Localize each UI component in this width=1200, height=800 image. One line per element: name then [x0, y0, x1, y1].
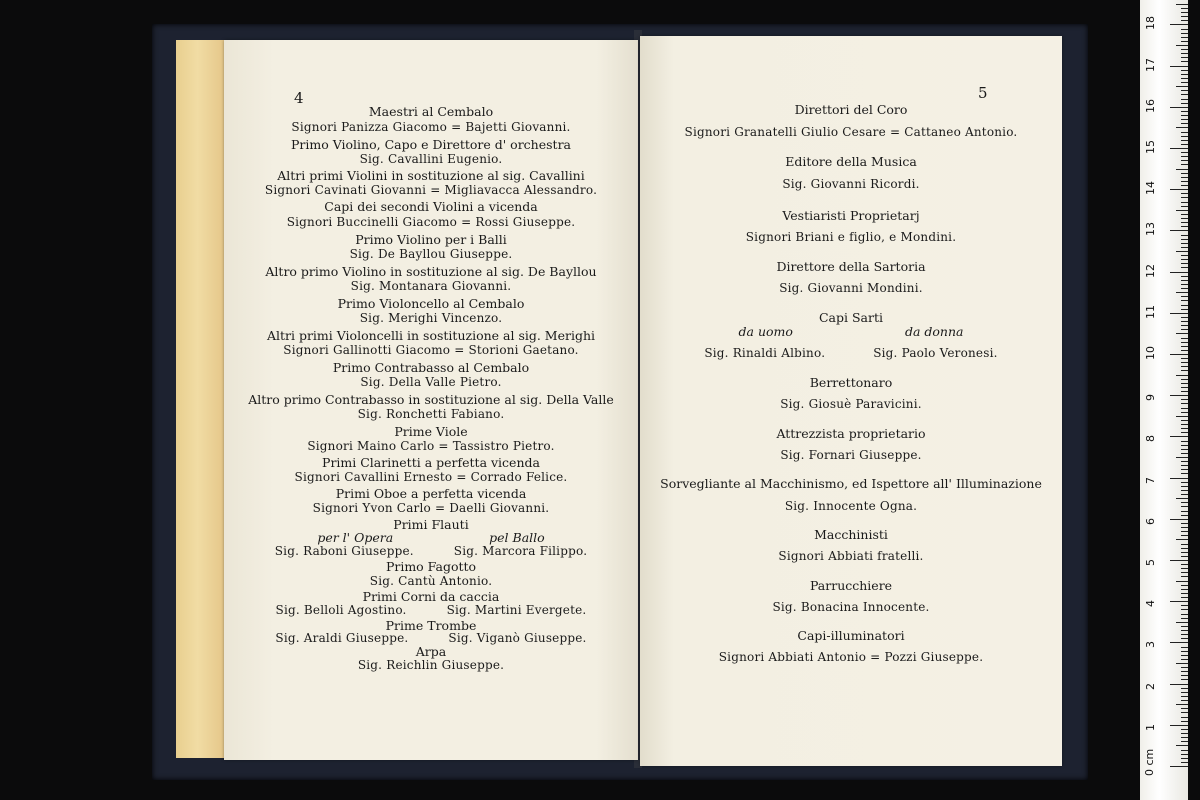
ruler-tick [1181, 515, 1188, 516]
text-line: Altri primi Violini in sostituzione al sig. Cavallini [277, 168, 585, 183]
text-line: Altro primo Contrabasso in sostituzione al sig. Della Valle [248, 392, 614, 407]
ruler-tick [1181, 280, 1188, 281]
ruler-tick [1181, 267, 1188, 268]
ruler-tick [1176, 704, 1188, 705]
ruler-tick [1181, 156, 1188, 157]
text-line: Sig. Rinaldi Albino. [704, 346, 826, 360]
ruler-tick [1181, 132, 1188, 133]
ruler-tick [1181, 202, 1188, 203]
ruler-tick [1181, 408, 1188, 409]
ruler-tick [1181, 531, 1188, 532]
text-line: Sig. Giovanni Mondini. [779, 281, 923, 295]
ruler-tick [1170, 24, 1188, 25]
text-line: Primi Clarinetti a perfetta vicenda [322, 455, 540, 470]
ruler-tick [1181, 123, 1188, 124]
sarti-headers [640, 324, 1062, 339]
text-line: Sorvegliante al Macchinismo, ed Ispettore all' Illuminazione [660, 476, 1042, 491]
flauti-names [224, 544, 638, 559]
text-line: Primo Fagotto [385, 559, 477, 574]
ruler-tick [1181, 614, 1188, 615]
ruler-tick [1181, 29, 1188, 30]
ruler-tick [1176, 292, 1188, 293]
text-line: Altri primi Violoncelli in sostituzione al sig. Merighi [266, 328, 596, 343]
ruler-tick [1181, 90, 1188, 91]
ruler-tick [1181, 300, 1188, 301]
text-line: Sig. Viganò Giuseppe. [448, 631, 587, 645]
text-line: Signori Panizza Giacomo = Bajetti Giovanni. [291, 120, 571, 134]
page-number: 4 [294, 89, 304, 107]
ruler-tick [1181, 99, 1188, 100]
ruler-tick [1181, 338, 1188, 339]
text-line: Capi dei secondi Violini a vicenda [324, 199, 538, 214]
ruler-tick [1176, 86, 1188, 87]
ruler-tick [1181, 441, 1188, 442]
ruler-tick [1181, 449, 1188, 450]
ruler-tick [1181, 226, 1188, 227]
ruler-tick [1181, 597, 1188, 598]
ruler-tick [1181, 284, 1188, 285]
ruler-number: 12 [1144, 263, 1157, 278]
ruler-number: 2 [1144, 682, 1157, 690]
text-line: Signori Briani e figlio, e Mondini. [745, 230, 957, 244]
ruler-number: 6 [1144, 517, 1157, 525]
ruler-tick [1181, 16, 1188, 17]
ruler-tick [1181, 362, 1188, 363]
column-header: da donna [904, 324, 964, 339]
ruler-tick [1181, 103, 1188, 104]
text-line: Sig. Bonacina Innocente. [772, 600, 930, 614]
text-line: Capi Sarti [818, 310, 883, 325]
text-line: Direttore della Sartoria [776, 259, 926, 274]
ruler-number: 8 [1144, 435, 1157, 443]
ruler-tick [1181, 535, 1188, 536]
ruler-tick [1181, 57, 1188, 58]
ruler-number: 17 [1144, 57, 1157, 72]
ruler-number: 10 [1144, 346, 1157, 360]
measurement-ruler [1140, 0, 1188, 800]
ruler-tick [1170, 354, 1188, 355]
text-line: Signori Maino Carlo = Tassistro Pietro. [307, 439, 555, 453]
text-line: Sig. Merighi Vincenzo. [359, 311, 503, 325]
ruler-tick [1181, 317, 1188, 318]
ruler-tick [1181, 506, 1188, 507]
ruler-tick [1181, 609, 1188, 610]
ruler-tick [1176, 4, 1188, 5]
ruler-tick [1181, 259, 1188, 260]
ruler-tick [1181, 12, 1188, 13]
ruler-tick [1181, 469, 1188, 470]
ruler-tick [1170, 436, 1188, 437]
ruler-tick [1181, 140, 1188, 141]
text-line: Berrettonaro [809, 375, 893, 390]
ruler-tick [1181, 41, 1188, 42]
ruler-tick [1181, 321, 1188, 322]
ruler-tick [1181, 288, 1188, 289]
ruler-tick [1181, 8, 1188, 9]
ruler-tick [1181, 618, 1188, 619]
ruler-tick [1181, 197, 1188, 198]
ruler-tick [1181, 482, 1188, 483]
ruler-tick [1181, 675, 1188, 676]
ruler-tick [1170, 478, 1188, 479]
ruler-tick [1181, 692, 1188, 693]
ruler-tick [1181, 173, 1188, 174]
ruler-tick [1181, 136, 1188, 137]
ruler-tick [1181, 729, 1188, 730]
text-line: Altro primo Violino in sostituzione al sig. De Bayllou [265, 264, 597, 279]
ruler-tick [1181, 255, 1188, 256]
ruler-tick [1181, 671, 1188, 672]
ruler-tick [1181, 78, 1188, 79]
text-line: Signori Abbiati fratelli. [778, 549, 924, 563]
ruler-tick [1181, 502, 1188, 503]
column-header: per l' Opera [317, 530, 394, 545]
ruler-tick [1181, 296, 1188, 297]
ruler-tick [1181, 576, 1188, 577]
ruler-tick [1176, 210, 1188, 211]
ruler-tick [1181, 453, 1188, 454]
ruler-tick [1176, 745, 1188, 746]
ruler-tick [1181, 144, 1188, 145]
ruler-tick [1181, 177, 1188, 178]
page-edge-strip [176, 40, 230, 758]
ruler-tick [1181, 37, 1188, 38]
ruler-tick [1170, 66, 1188, 67]
ruler-number: 1 [1144, 723, 1157, 731]
ruler-tick [1170, 642, 1188, 643]
ruler-tick [1181, 263, 1188, 264]
ruler-tick [1181, 33, 1188, 34]
ruler-tick [1181, 82, 1188, 83]
ruler-tick [1181, 717, 1188, 718]
ruler-number: 9 [1144, 394, 1157, 402]
text-line: Sig. Paolo Veronesi. [873, 346, 998, 360]
ruler-tick [1181, 193, 1188, 194]
ruler-tick [1181, 659, 1188, 660]
ruler-tick [1181, 222, 1188, 223]
ruler-tick [1170, 519, 1188, 520]
ruler-tick [1176, 581, 1188, 582]
ruler-tick [1170, 272, 1188, 273]
text-line: Sig. Cavallini Eugenio. [359, 152, 503, 166]
ruler-number: 16 [1144, 98, 1157, 113]
ruler-tick [1181, 712, 1188, 713]
ruler-tick [1181, 342, 1188, 343]
ruler-number: 7 [1144, 476, 1157, 484]
sarti-names [640, 346, 1062, 361]
ruler-tick [1181, 74, 1188, 75]
ruler-tick [1181, 688, 1188, 689]
text-line: Signori Buccinelli Giacomo = Rossi Giuseppe. [286, 215, 576, 229]
text-line: Primi Flauti [393, 517, 469, 532]
ruler-tick [1181, 630, 1188, 631]
ruler-tick [1176, 251, 1188, 252]
ruler-tick [1181, 309, 1188, 310]
ruler-tick [1181, 160, 1188, 161]
ruler-tick [1181, 424, 1188, 425]
ruler-tick [1181, 651, 1188, 652]
ruler-tick [1181, 700, 1188, 701]
ruler-tick [1181, 626, 1188, 627]
text-line: Prime Viole [394, 424, 468, 439]
ruler-tick [1181, 605, 1188, 606]
ruler-tick [1181, 61, 1188, 62]
ruler-tick [1181, 733, 1188, 734]
text-line: Primi Corni da caccia [362, 589, 500, 604]
text-line: Sig. Innocente Ogna. [784, 499, 918, 513]
ruler-tick [1170, 395, 1188, 396]
ruler-tick [1181, 358, 1188, 359]
ruler-tick [1181, 305, 1188, 306]
text-line: Sig. Cantù Antonio. [369, 574, 493, 588]
ruler-number: 11 [1144, 304, 1157, 319]
ruler-number: 18 [1144, 16, 1157, 31]
ruler-tick [1181, 94, 1188, 95]
ruler-tick [1181, 412, 1188, 413]
ruler-tick [1170, 313, 1188, 314]
ruler-tick [1181, 679, 1188, 680]
text-line: Sig. Raboni Giuseppe. [274, 544, 414, 558]
text-line: Editore della Musica [785, 154, 917, 169]
ruler-tick [1181, 399, 1188, 400]
text-line: Signori Cavallini Ernesto = Corrado Felice. [294, 470, 568, 484]
ruler-tick [1181, 185, 1188, 186]
ruler-tick [1181, 325, 1188, 326]
ruler-tick [1181, 544, 1188, 545]
corni-names [224, 603, 638, 618]
ruler-tick [1181, 593, 1188, 594]
ruler-tick [1181, 564, 1188, 565]
ruler-tick [1176, 45, 1188, 46]
ruler-tick [1181, 346, 1188, 347]
ruler-number: 15 [1144, 140, 1157, 154]
ruler-tick [1181, 758, 1188, 759]
ruler-tick [1181, 181, 1188, 182]
ruler-tick [1181, 708, 1188, 709]
text-line: Sig. Ronchetti Fabiano. [357, 407, 505, 421]
ruler-tick [1181, 420, 1188, 421]
ruler-tick [1181, 53, 1188, 54]
ruler-tick [1176, 539, 1188, 540]
ruler-tick [1170, 148, 1188, 149]
text-line: Sig. Giovanni Ricordi. [782, 177, 920, 191]
text-line: Primo Contrabasso al Cembalo [332, 360, 530, 375]
ruler-tick [1181, 490, 1188, 491]
ruler-tick [1181, 370, 1188, 371]
ruler-tick [1181, 721, 1188, 722]
text-line: Capi-illuminatori [797, 628, 905, 643]
text-line: Primo Violoncello al Cembalo [337, 296, 525, 311]
text-line: Sig. Martini Evergete. [446, 603, 587, 617]
ruler-tick [1181, 445, 1188, 446]
ruler-tick [1181, 243, 1188, 244]
ruler-tick [1170, 230, 1188, 231]
ruler-tick [1170, 189, 1188, 190]
ruler-tick [1181, 473, 1188, 474]
ruler-tick [1181, 762, 1188, 763]
ruler-tick [1181, 552, 1188, 553]
ruler-tick [1181, 741, 1188, 742]
ruler-tick [1181, 111, 1188, 112]
ruler-tick [1181, 428, 1188, 429]
ruler-tick [1181, 239, 1188, 240]
ruler-tick [1181, 70, 1188, 71]
text-line: Sig. Fornari Giuseppe. [780, 448, 922, 462]
column-header: pel Ballo [489, 530, 545, 545]
ruler-tick [1170, 766, 1188, 767]
ruler-tick [1181, 247, 1188, 248]
ruler-tick [1181, 523, 1188, 524]
ruler-tick [1176, 127, 1188, 128]
text-line: Prime Trombe [385, 618, 477, 633]
ruler-tick [1181, 206, 1188, 207]
ruler-tick [1170, 684, 1188, 685]
text-line: Primo Violino, Capo e Direttore d' orchestra [290, 137, 571, 152]
ruler-tick [1181, 696, 1188, 697]
ruler-tick [1181, 20, 1188, 21]
ruler-tick [1181, 461, 1188, 462]
ruler-tick [1181, 119, 1188, 120]
ruler-tick [1181, 379, 1188, 380]
text-line: Sig. Araldi Giuseppe. [275, 631, 409, 645]
text-line: Signori Granatelli Giulio Cesare = Cattaneo Antonio. [684, 125, 1018, 139]
text-line: Sig. Belloli Agostino. [275, 603, 407, 617]
ruler-tick [1181, 556, 1188, 557]
ruler-tick [1181, 511, 1188, 512]
text-line: Sig. Giosuè Paravicini. [780, 397, 922, 411]
text-line: Direttori del Coro [794, 102, 908, 117]
page-number: 5 [978, 84, 988, 102]
ruler-tick [1181, 750, 1188, 751]
ruler-tick [1181, 329, 1188, 330]
ruler-tick [1170, 725, 1188, 726]
ruler-tick [1176, 333, 1188, 334]
text-line: Signori Cavinati Giovanni = Migliavacca Alessandro. [264, 183, 598, 197]
ruler-tick [1181, 403, 1188, 404]
left-page [224, 40, 638, 760]
right-page [640, 36, 1062, 766]
ruler-tick [1181, 432, 1188, 433]
text-line: Sig. Della Valle Pietro. [360, 375, 502, 389]
ruler-tick [1181, 568, 1188, 569]
ruler-tick [1181, 589, 1188, 590]
ruler-tick [1181, 548, 1188, 549]
ruler-tick [1181, 115, 1188, 116]
flauti-headers [224, 530, 638, 545]
ruler-tick [1181, 366, 1188, 367]
text-line: Sig. De Bayllou Giuseppe. [349, 247, 513, 261]
ruler-tick [1181, 350, 1188, 351]
text-line: Sig. Reichlin Giuseppe. [357, 658, 505, 672]
ruler-tick [1181, 494, 1188, 495]
ruler-tick [1181, 164, 1188, 165]
ruler-tick [1176, 663, 1188, 664]
ruler-tick [1176, 498, 1188, 499]
ruler-tick [1181, 572, 1188, 573]
text-line: Maestri al Cembalo [368, 104, 494, 119]
ruler-tick [1181, 214, 1188, 215]
ruler-tick [1170, 107, 1188, 108]
ruler-tick [1176, 622, 1188, 623]
text-line: Macchinisti [814, 527, 888, 542]
ruler-tick [1181, 486, 1188, 487]
ruler-tick [1170, 601, 1188, 602]
ruler-tick [1181, 647, 1188, 648]
text-line: Attrezzista proprietario [776, 426, 926, 441]
ruler-tick [1181, 634, 1188, 635]
ruler-tick [1181, 235, 1188, 236]
text-line: Signori Yvon Carlo = Daelli Giovanni. [312, 501, 550, 515]
ruler-tick [1181, 391, 1188, 392]
ruler-tick [1176, 375, 1188, 376]
text-line: Sig. Marcora Filippo. [453, 544, 588, 558]
ruler-tick [1170, 560, 1188, 561]
ruler-number: 5 [1144, 559, 1157, 566]
ruler-number: 3 [1144, 641, 1157, 649]
ruler-tick [1181, 49, 1188, 50]
ruler-tick [1181, 383, 1188, 384]
text-line: Parrucchiere [809, 578, 893, 593]
ruler-tick [1181, 667, 1188, 668]
text-line: Vestiaristi Proprietarj [782, 208, 920, 223]
ruler-tick [1176, 416, 1188, 417]
ruler-tick [1181, 638, 1188, 639]
ruler-tick [1181, 218, 1188, 219]
ruler-tick [1181, 276, 1188, 277]
ruler-tick [1181, 737, 1188, 738]
text-line: Signori Gallinotti Giacomo = Storioni Gaetano. [283, 343, 579, 357]
text-line: Arpa [415, 644, 447, 659]
ruler-tick [1181, 527, 1188, 528]
ruler-tick [1176, 169, 1188, 170]
text-line: Signori Abbiati Antonio = Pozzi Giuseppe. [718, 650, 984, 664]
ruler-unit-label: 0 cm [1143, 748, 1156, 776]
ruler-tick [1181, 585, 1188, 586]
ruler-tick [1176, 457, 1188, 458]
ruler-tick [1181, 754, 1188, 755]
ruler-tick [1181, 152, 1188, 153]
text-line: Primo Violino per i Balli [355, 232, 507, 247]
column-header: da uomo [738, 324, 793, 339]
ruler-number: 4 [1144, 600, 1157, 608]
text-line: Primi Oboe a perfetta vicenda [335, 486, 527, 501]
ruler-tick [1181, 465, 1188, 466]
text-line: Sig. Montanara Giovanni. [350, 279, 512, 293]
ruler-tick [1181, 655, 1188, 656]
ruler-tick [1181, 387, 1188, 388]
ruler-number: 13 [1144, 222, 1157, 237]
ruler-number: 14 [1144, 181, 1157, 196]
